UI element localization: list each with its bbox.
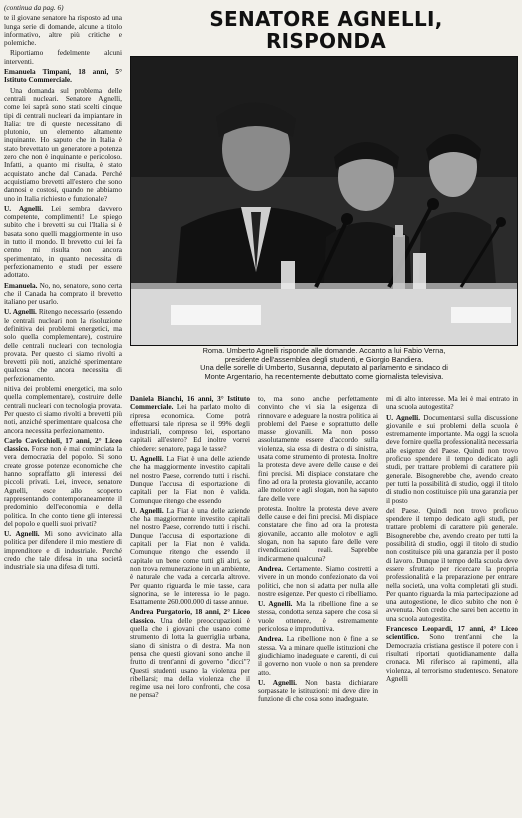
misprint-repeat-text: del Paese. Quindi non trovo proficuo spendere il tempo dedicato agli studi, per trattare problemi di carattere più generale. Bisognerebbe che, avendo creato per tutti la possibilità di studio, oggi il titolo di studio non costituisce più una garanzia per il posto di lavoro. Dunque il tempo della scuola deve essere sfruttato per ricercare la propria professionalità e la preparazione per entrare nella società, una volta completati gli studi. Per quanto riguarda la mia partecipazione ad una autogestione, le dico subito che non è avvenuta. Non credo che sarei ben accetto in una scuola autogestita. [386, 505, 518, 623]
text-column-3 [258, 395, 378, 815]
speaker-name: U. Agnelli. [258, 677, 297, 687]
speaker-name: Emanuela Timpani, 18 anni, 5° Istituto Commerciale. [4, 67, 122, 85]
caption-line: Monte Argentario, ha recentemente debuttato come giornalista televisiva. [204, 371, 444, 381]
question-text: La ribellione non è fine a se stessa. Va a minare quelle istituzioni che giudichiamo inadeguate e carenti, di cui il governo non vuole o non sa prendere atto. [258, 634, 378, 677]
answer-text: La Fiat è una delle aziende che ha maggiormente investito capitali nel nostro Paese, correndo tutti i rischi. Dunque l'accusa di esportazione di capitali per la Fiat non è valida. Comunque ritengo che essendo il capitale un bene come tutti gli altri, se non trova remunerazione in un ambiente, è naturale che vada a cercarla altrove. Per quanto riguarda le mie tasse, cara signorina, se le interessa io le pago. Esattamente 260.000.000 di tasse annue. [130, 505, 250, 607]
caption-line: presidente dell'assemblea degli studenti, e Giorgio Bandiera. [224, 354, 424, 364]
answer-text: Mi sono avvicinato alla politica per difendere il mio mestiere di imprenditore e di industriale. Perché credo che tale difesa in una società industriale sia una difesa di tutti. [4, 529, 122, 572]
photo-caption [136, 347, 512, 381]
speaker-name: Andrea. [258, 634, 284, 644]
misprint-repeat-text: nitiva dei problemi energetici, ma solo quella complementare), costruire delle centrali nucleari con tecnologia provata. Per questo ci siamo rivolti a brevetti più noti, anziché sperimentare qualcosa che ancora necessita perfezionamento. [4, 384, 122, 435]
caption-line: Roma. Umberto Agnelli risponde alle domande. Accanto a lui Fabio Verna, [202, 346, 446, 355]
speaker-name: Francesco Leopardi, 17 anni, 4° Liceo scientifico. [386, 624, 518, 642]
answer-text: Ma la ribellione fine a se stessa, condotta senza sapere che cosa si vuole ottenere, è estremamente pericolosa e improduttiva. [258, 599, 378, 634]
answer-text: to, ma sono anche perfettamente convinto che vi sia la esigenza di rinnovare e adeguare la nostra politica ai problemi del Paese e soprattutto delle masse giovanili. Ma non posso assolutamente essere d'accordo sulla violenza, sia essa di destra o di sinistra, usata come strumento di protesta. Inoltre la protesta deve avere delle cause e dei fini precisi. Mi dispiace constatare che fino ad ora la protesta giovanile, accanto alle molotov e agli slogan, non ha saputo fare delle vere [258, 395, 378, 503]
question-text: Una delle preoccupazioni è quella che i giovani che usano come strumento di lotta la guerriglia urbana, siano di sinistra o di destra. Ma non pensa che questi giovani sono anche il frutto di trent'anni di governo "dicci"? Questi studenti usano la violenza per ribellarsi; ma della violenza che il regime usa nei loro confronti, che cosa ne pensa? [130, 615, 250, 700]
question-text: No, no, senatore, sono certa che il Canada ha comprato il brevetto italiano per usarlo. [4, 280, 122, 307]
speaker-name: U. Agnelli. [4, 529, 40, 539]
caption-line: Una delle sorelle di Umberto, Susanna, deputato al parlamento e sindaco di [200, 363, 448, 373]
continued-note: (continua da pag. 6) [4, 4, 64, 12]
question-text: Sono trent'anni che la Democrazia cristiana gestisce il potere con i risultati riportati quotidianamente dalla cronaca. Mi riferisco ai rapimenti, alla violenza, al terrorismo studentesco. Senatore Agnelli [386, 632, 518, 683]
speaker-name: Andrea Purgatorio, 18 anni, 2° Liceo classico. [130, 607, 250, 625]
answer-text: La Fiat è una delle aziende che ha maggiormente investito capitali nel nostro Paese, correndo tutti i rischi. Dunque l'accusa di esportazione di capitali per la Fiat non è valida. Comunque ritengo che essendo [130, 454, 250, 505]
speaker-name: U. Agnelli. [258, 599, 293, 609]
press-conference-photo [130, 56, 518, 346]
question-text: Forse non è mai cominciata la vera democrazia del popolo. Si sono create grosse potenze economiche che hanno sopraffatto gli interessi dei piccoli privati. Lei, invece, senatore Agnelli, esce allo scoperto rappresentando contemporaneamente il predominio dell'economia e della politica. In che conto tiene gli interessi del popolo e quelli suoi privati? [4, 444, 122, 528]
question-text: Lei ha parlato molto di ripresa economica. Come potrà effettuarsi tale ripresa se il 99% degli industriali, compreso lei, esportano capitali all'estero? Ed inoltre vorrei chiedere: senatore, paga le tasse? [130, 402, 250, 453]
text-column-4 [386, 395, 518, 815]
answer-text: Ritengo necessario (essendo le centrali nucleari non la risoluzione definitiva dei problemi energetici, ma solo quella complementare), costruire delle centrali nucleari con tecnologia provata. Per questo ci siamo rivolti a brevetti più noti, anziché sperimentare qualcosa che ancora necessita di perfezionamento. [4, 307, 122, 383]
speaker-name: Carlo Cavicchioli, 17 anni, 2° Liceo classico. [4, 435, 122, 454]
speaker-name: U. Agnelli. [130, 454, 164, 464]
speaker-name: U. Agnelli. [4, 203, 44, 213]
question-text: Una domanda sul problema delle centrali nucleari. Senatore Agnelli, come lei saprà sono stati scelti cinque tipi di centrali nucleari da impiantare in Italia: tre di queste necessitano di plutonio, un elemento altamente inquinante. Ho saputo che in Italia è stato brevettato un generatore a potenza zero che non è inquinante e pericoloso. Infatti, a quanto mi risulta, è stato acquistato anche dal Canada. Perché acquistiamo brevetti all'estero che sono dannosi e costosi, quando ne abbiamo uno in Italia richiesto e funzionale? [4, 85, 122, 203]
answer-text: Lei sembra davvero competente, complimenti! Le spiego subito che i brevetti su cui l'Italia si è basata sono quelli maggiormente in uso in tutto il mondo. Il brevetto cui lei fa cenno mi risulta non ancora sperimentato, in quanto necessita di perfezionamento e studi per essere adottato. [4, 203, 122, 280]
headline-line-2: RISPONDA [265, 29, 387, 53]
text-column-2 [130, 395, 250, 815]
answer-text: Documentarsi sulla discussione giovanile e sui problemi della scuola è estremamente importante. Ma oggi la scuola deve fornire quella professionalità necessaria alle esigenze del Paese. Quindi non trovo proficuo spendere il tempo dedicato agli studi, per trattare problemi di carattere più generale. Bisognerebbe che, avendo creato per tutti la possibilità di studio, oggi il titolo di studio non costituisce più una garanzia per il posto [386, 412, 518, 505]
misprint-repeat-text: protesta. Inoltre la protesta deve avere delle cause e dei fini precisi. Mi dispiace constatare che fino ad ora la protesta giovanile, accanto alle molotov e agli slogan, non ha saputo fare delle vere rivendicazioni reali. Saprebbe indicarmene qualcuna? [258, 503, 378, 563]
intro-paragraph-2: Riportiamo fedelmente alcuni interventi. [4, 48, 122, 66]
speaker-name: U. Agnelli. [4, 307, 37, 317]
speaker-name: Daniela Bianchi, 16 anni, 3° Istituto Commerciale. [130, 395, 250, 412]
intro-paragraph: te il giovane senatore ha risposto ad una lunga serie di domande, alcune a titolo informativo, altre più critiche e polemiche. [4, 13, 122, 48]
answer-text: Non basta dichiarare sorpassate le istituzioni: mi deve dire in funzione di che cosa sono inadeguate. [258, 677, 378, 704]
speaker-name: U. Agnelli. [130, 505, 164, 515]
speaker-name: Emanuela. [4, 280, 38, 290]
text-column-1 [4, 4, 122, 816]
headline-line-1: SENATORE AGNELLI, [209, 7, 443, 31]
question-text: mi di alto interesse. Ma lei è mai entrato in una scuola autogestita? [386, 395, 518, 412]
photo-illustration [131, 57, 517, 345]
question-text: Certamente. Siamo costretti a vivere in un mondo confezionato da voi politici, che non si adatta per nulla alle nostre esigenze. Per questo ci ribelliamo. [258, 563, 378, 598]
headline [134, 8, 518, 52]
speaker-name: Andrea. [258, 563, 284, 573]
speaker-name: U. Agnelli. [386, 412, 421, 422]
